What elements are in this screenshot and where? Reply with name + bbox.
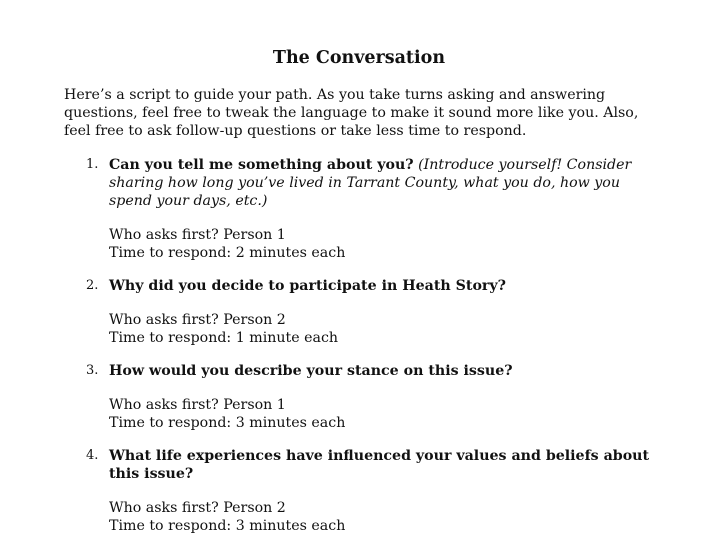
who-asks-first: Who asks first? Person 2: [109, 500, 286, 516]
time-to-respond: Time to respond: 2 minutes each: [109, 244, 346, 261]
question-number: 2.: [86, 278, 99, 293]
who-asks-first: Who asks first? Person 1: [109, 227, 286, 243]
who-asks-first: Who asks first? Person 2: [109, 312, 286, 328]
question-text: [109, 447, 654, 483]
question-heading: Why did you decide to participate in Heath Story?: [109, 278, 506, 294]
question-heading: How would you describe your stance on this issue?: [109, 363, 513, 379]
question-text: [109, 362, 654, 380]
question-number: 3.: [86, 363, 99, 378]
time-to-respond: Time to respond: 3 minutes each: [109, 414, 346, 431]
document-title: The Conversation: [272, 48, 446, 68]
document-page: [64, 46, 654, 550]
intro-paragraph: Here’s a script to guide your path. As you take turns asking and answering questions, feel free to tweak the language to make it sound more like you. Also, feel free to ask follow-up questions or take less time to respond.: [64, 87, 639, 139]
question-note: (Introduce yourself! Consider sharing how long you’ve lived in Tarrant County, what you do, how you spend your days, etc.): [109, 157, 632, 209]
who-asks-first: Who asks first? Person 1: [109, 397, 286, 413]
question-heading: Can you tell me something about you?: [109, 157, 414, 173]
question-heading: What life experiences have influenced your values and beliefs about this issue?: [109, 448, 650, 482]
question-text: [109, 277, 654, 295]
question-item-3: [64, 362, 654, 432]
question-number: 4.: [86, 448, 99, 463]
question-item-1: [64, 156, 654, 262]
question-item-4: [64, 447, 654, 535]
time-to-respond: Time to respond: 3 minutes each: [109, 517, 346, 534]
question-text: [109, 156, 654, 210]
time-to-respond: Time to respond: 1 minute each: [109, 329, 339, 346]
question-item-2: [64, 277, 654, 347]
question-list: [64, 156, 654, 535]
question-number: 1.: [86, 157, 99, 172]
